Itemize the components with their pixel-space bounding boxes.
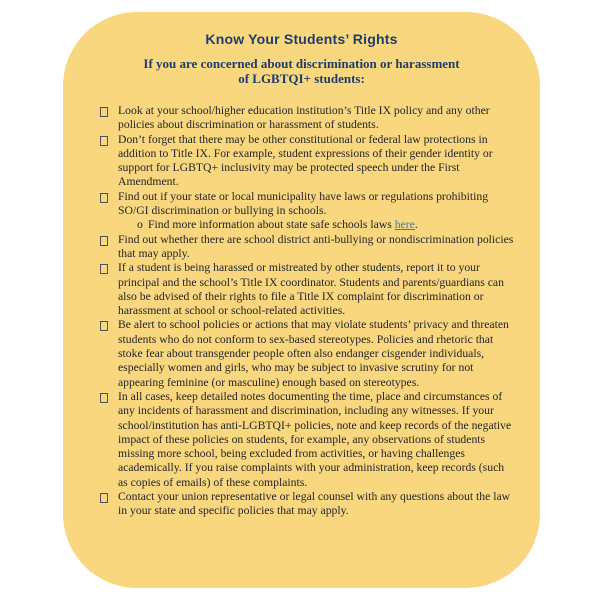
list-item-text: Contact your union representative or legal counsel with any questions about the law in your state and specific policies that may apply. xyxy=(118,490,511,518)
list-item-text: Be alert to school policies or actions that may violate students’ privacy and threaten students who do not conform to sex-based stereotypes. Policies and rhetoric that stoke fear about transgender people often also endanger cisgender individuals, especially women and girls, who may be subject to invasive scrutiny for not appearing feminine (or masculine) enough based on stereotypes. xyxy=(118,318,509,389)
list-item xyxy=(118,133,514,190)
empty-checkbox-icon xyxy=(100,236,108,246)
list-item xyxy=(118,490,514,519)
list-item-text: Find out if your state or local municipality have laws or regulations prohibiting SO/GI discrimination or bullying in schools. xyxy=(118,189,489,218)
empty-checkbox-icon xyxy=(100,107,108,117)
card-title: Know Your Students’ Rights xyxy=(205,31,398,47)
sub-item-pre-text: Find more information about state safe schools laws xyxy=(148,218,395,232)
subtitle-line-2: of LGBTQI+ students: xyxy=(238,71,365,86)
empty-checkbox-icon xyxy=(100,321,108,331)
list-item-text: Look at your school/higher education institution’s Title IX policy and any other policies about discrimination or harassment of students. xyxy=(118,104,490,132)
empty-checkbox-icon xyxy=(100,136,108,146)
card-subtitle xyxy=(63,56,540,86)
safe-schools-laws-link[interactable]: here xyxy=(394,218,415,232)
list-item xyxy=(118,233,514,262)
rights-checklist xyxy=(118,104,514,519)
empty-checkbox-icon xyxy=(100,264,108,274)
sub-item-text xyxy=(148,218,418,231)
circle-bullet-icon: o xyxy=(137,218,143,232)
list-item-text: Don’t forget that there may be other constitutional or federal law protections in addition to Title IX. For example, student expressions of their gender identity or support for LGBTQ+ inclusivity may be protected speech under the First Amendment. xyxy=(118,132,493,189)
sub-item-post-text: . xyxy=(414,218,418,232)
list-item-text: In all cases, keep detailed notes documenting the time, place and circumstances of any incidents of harassment and discrimination, including any witnesses. If your school/institution has anti-LGBTQI+ policies, note and keep records of the negative impact of these policies on students, for example, any observations of students missing more school, being excluded from activities, or having challenges academically. If you raise complaints with your administration, keep records (such as copies of emails) of these complaints. xyxy=(118,389,512,489)
list-item-text: If a student is being harassed or mistreated by other students, report it to your principal and the school’s Title IX coordinator. Students and parents/guardians can also be advised of their rights to file a Title IX complaint for discrimination or harassment at school or school-related activities. xyxy=(118,261,504,318)
list-item xyxy=(118,390,514,490)
list-item xyxy=(118,190,514,233)
list-item-text: Find out whether there are school district anti-bullying or nondiscrimination policies that may apply. xyxy=(118,232,514,260)
empty-checkbox-icon xyxy=(100,493,108,503)
rights-card xyxy=(63,12,540,588)
list-item xyxy=(118,104,514,133)
list-item xyxy=(118,318,514,389)
empty-checkbox-icon xyxy=(100,393,108,403)
empty-checkbox-icon xyxy=(100,193,108,203)
subtitle-line-1: If you are concerned about discrimination or harassment xyxy=(143,56,460,71)
sub-list-item xyxy=(118,218,514,232)
list-item xyxy=(118,261,514,318)
